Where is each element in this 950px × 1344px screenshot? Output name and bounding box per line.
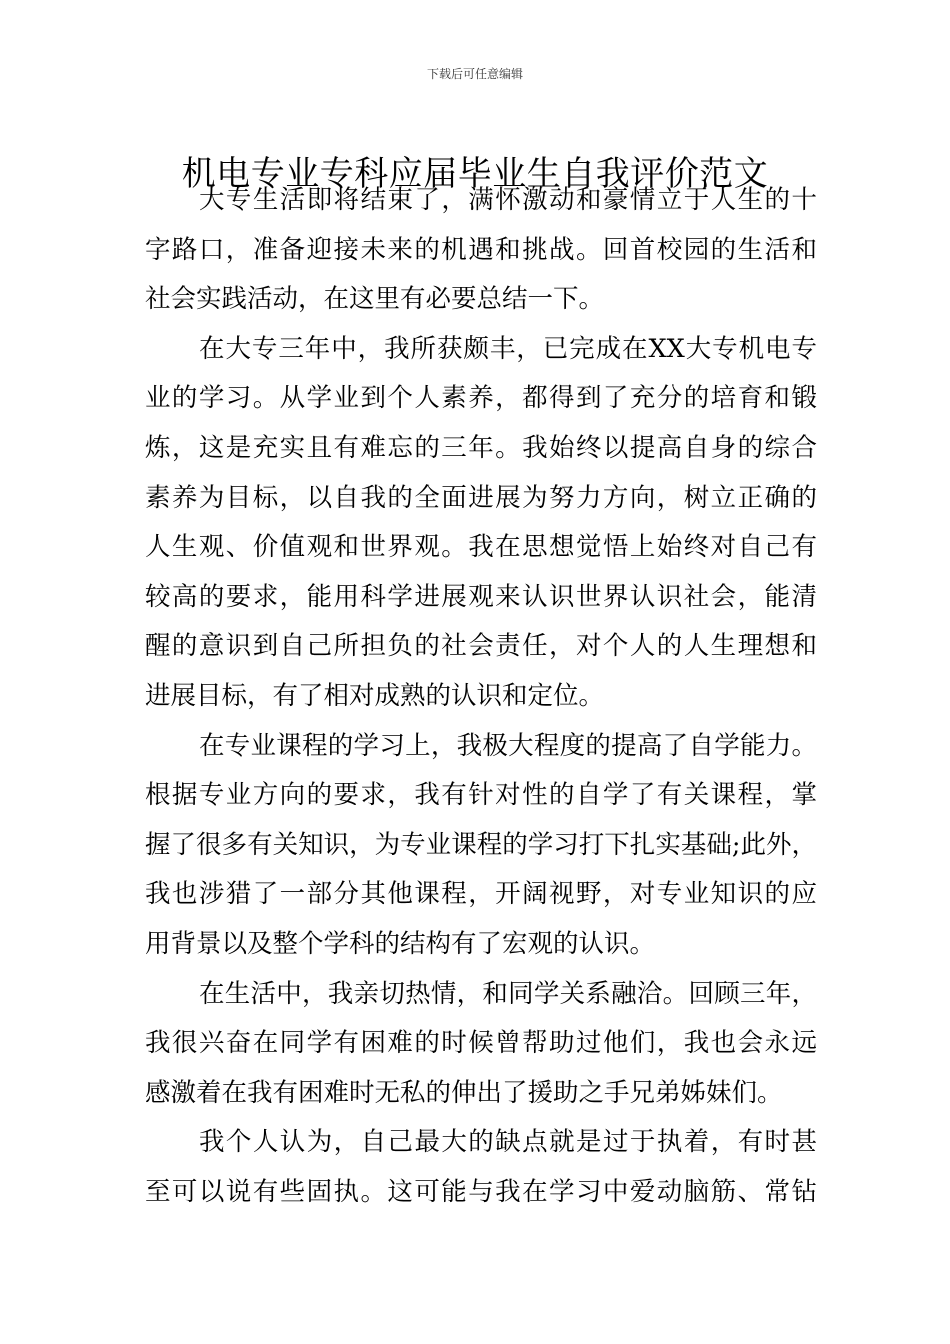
paragraph-line: 感激着在我有困难时无私的伸出了援助之手兄弟姊妹们。 [145,1077,783,1108]
paragraph-line: 字路口，准备迎接未来的机遇和挑战。回首校园的生活和 [145,234,817,265]
paragraph-line: 较高的要求，能用科学进展观来认识世界认识社会，能清 [145,581,817,612]
paragraph-line: 我很兴奋在同学有困难的时候曾帮助过他们，我也会永远 [145,1028,817,1059]
paragraph-line: 业的学习。从学业到个人素养，都得到了充分的培育和锻 [145,383,817,414]
paragraph-line: 炼，这是充实且有难忘的三年。我始终以提高自身的综合 [145,432,817,463]
paragraph-line: 在生活中，我亲切热情，和同学关系融洽。回顾三年， [199,978,817,1009]
paragraph-line: 我也涉猎了一部分其他课程，开阔视野，对专业知识的应 [145,879,817,910]
document-body [145,176,817,1217]
paragraph-line: 社会实践活动，在这里有必要总结一下。 [145,284,605,315]
paragraph-line: 醒的意识到自己所担负的社会责任，对个人的人生理想和 [145,631,817,662]
paragraph-line: 人生观、价值观和世界观。我在思想觉悟上始终对自己有 [145,532,817,563]
document-title: 机电专业专科应届毕业生自我评价范文 [181,153,769,194]
paragraph-line: 握了很多有关知识，为专业课程的学习打下扎实基础;此外， [145,829,817,860]
paragraph-line: 在大专三年中，我所获颇丰，已完成在XX大专机电专 [199,333,817,364]
paragraph-line: 用背景以及整个学科的结构有了宏观的认识。 [145,928,656,959]
paragraph-line: 在专业课程的学习上，我极大程度的提高了自学能力。 [199,730,817,761]
paragraph-line: 进展目标，有了相对成熟的认识和定位。 [145,680,605,711]
paragraph-line: 素养为目标，以自我的全面进展为努力方向，树立正确的 [145,482,817,513]
header-note: 下载后可任意编辑 [426,67,523,81]
paragraph-line: 我个人认为，自己最大的缺点就是过于执着，有时甚 [199,1127,817,1158]
paragraph-line: 大专生活即将结束了，满怀激动和豪情立于人生的十 [199,185,817,215]
paragraph-line: 根据专业方向的要求，我有针对性的自学了有关课程，掌 [145,780,817,811]
paragraph-line: 至可以说有些固执。这可能与我在学习中爱动脑筋、常钻 [145,1176,817,1207]
